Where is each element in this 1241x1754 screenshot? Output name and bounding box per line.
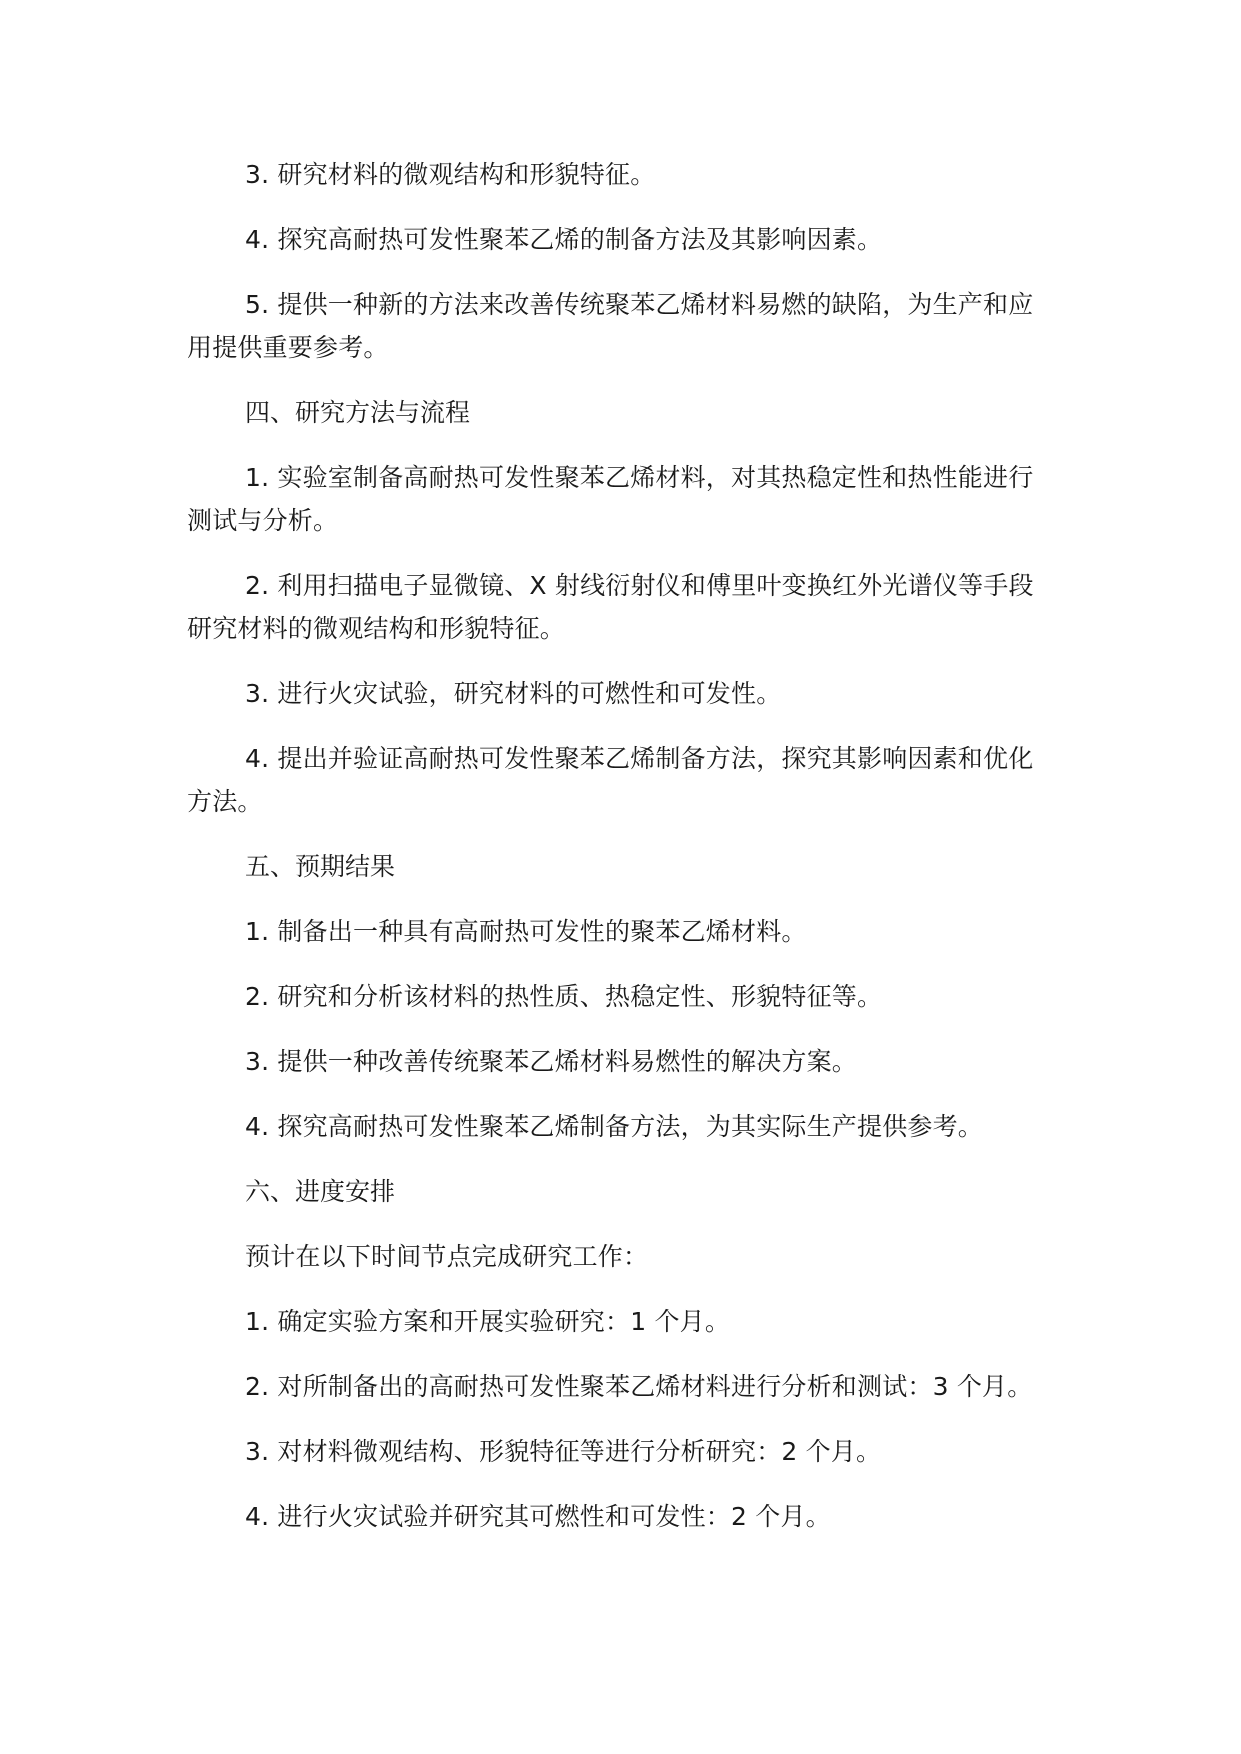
- list-item: 1. 实验室制备高耐热可发性聚苯乙烯材料，对其热稳定性和热性能进行测试与分析。: [187, 463, 1034, 535]
- list-item: 2. 研究和分析该材料的热性质、热稳定性、形貌特征等。: [245, 982, 883, 1011]
- document-body: [187, 153, 1047, 1560]
- intro-paragraph: 预计在以下时间节点完成研究工作：: [245, 1242, 649, 1271]
- list-item: 1. 确定实验方案和开展实验研究：1 个月。: [245, 1307, 731, 1336]
- list-item: 4. 提出并验证高耐热可发性聚苯乙烯制备方法，探究其影响因素和优化方法。: [187, 744, 1034, 816]
- section-heading: 四、研究方法与流程: [245, 398, 471, 427]
- section-heading: 六、进度安排: [245, 1177, 396, 1206]
- list-item: 3. 研究材料的微观结构和形貌特征。: [245, 160, 656, 189]
- list-item: 5. 提供一种新的方法来改善传统聚苯乙烯材料易燃的缺陷，为生产和应用提供重要参考。: [187, 290, 1034, 362]
- list-item: 3. 进行火灾试验，研究材料的可燃性和可发性。: [245, 679, 782, 708]
- list-item: 3. 对材料微观结构、形貌特征等进行分析研究：2 个月。: [245, 1437, 882, 1466]
- list-item: 4. 探究高耐热可发性聚苯乙烯的制备方法及其影响因素。: [245, 225, 883, 254]
- section-heading: 五、预期结果: [245, 852, 396, 881]
- list-item: 1. 制备出一种具有高耐热可发性的聚苯乙烯材料。: [245, 917, 807, 946]
- list-item: 2. 利用扫描电子显微镜、X 射线衍射仪和傅里叶变换红外光谱仪等手段研究材料的微观结构和形貌特征。: [187, 571, 1034, 643]
- list-item: 4. 进行火灾试验并研究其可燃性和可发性：2 个月。: [245, 1502, 831, 1531]
- list-item: 3. 提供一种改善传统聚苯乙烯材料易燃性的解决方案。: [245, 1047, 858, 1076]
- list-item: 2. 对所制备出的高耐热可发性聚苯乙烯材料进行分析和测试：3 个月。: [245, 1372, 1033, 1401]
- list-item: 4. 探究高耐热可发性聚苯乙烯制备方法，为其实际生产提供参考。: [245, 1112, 984, 1141]
